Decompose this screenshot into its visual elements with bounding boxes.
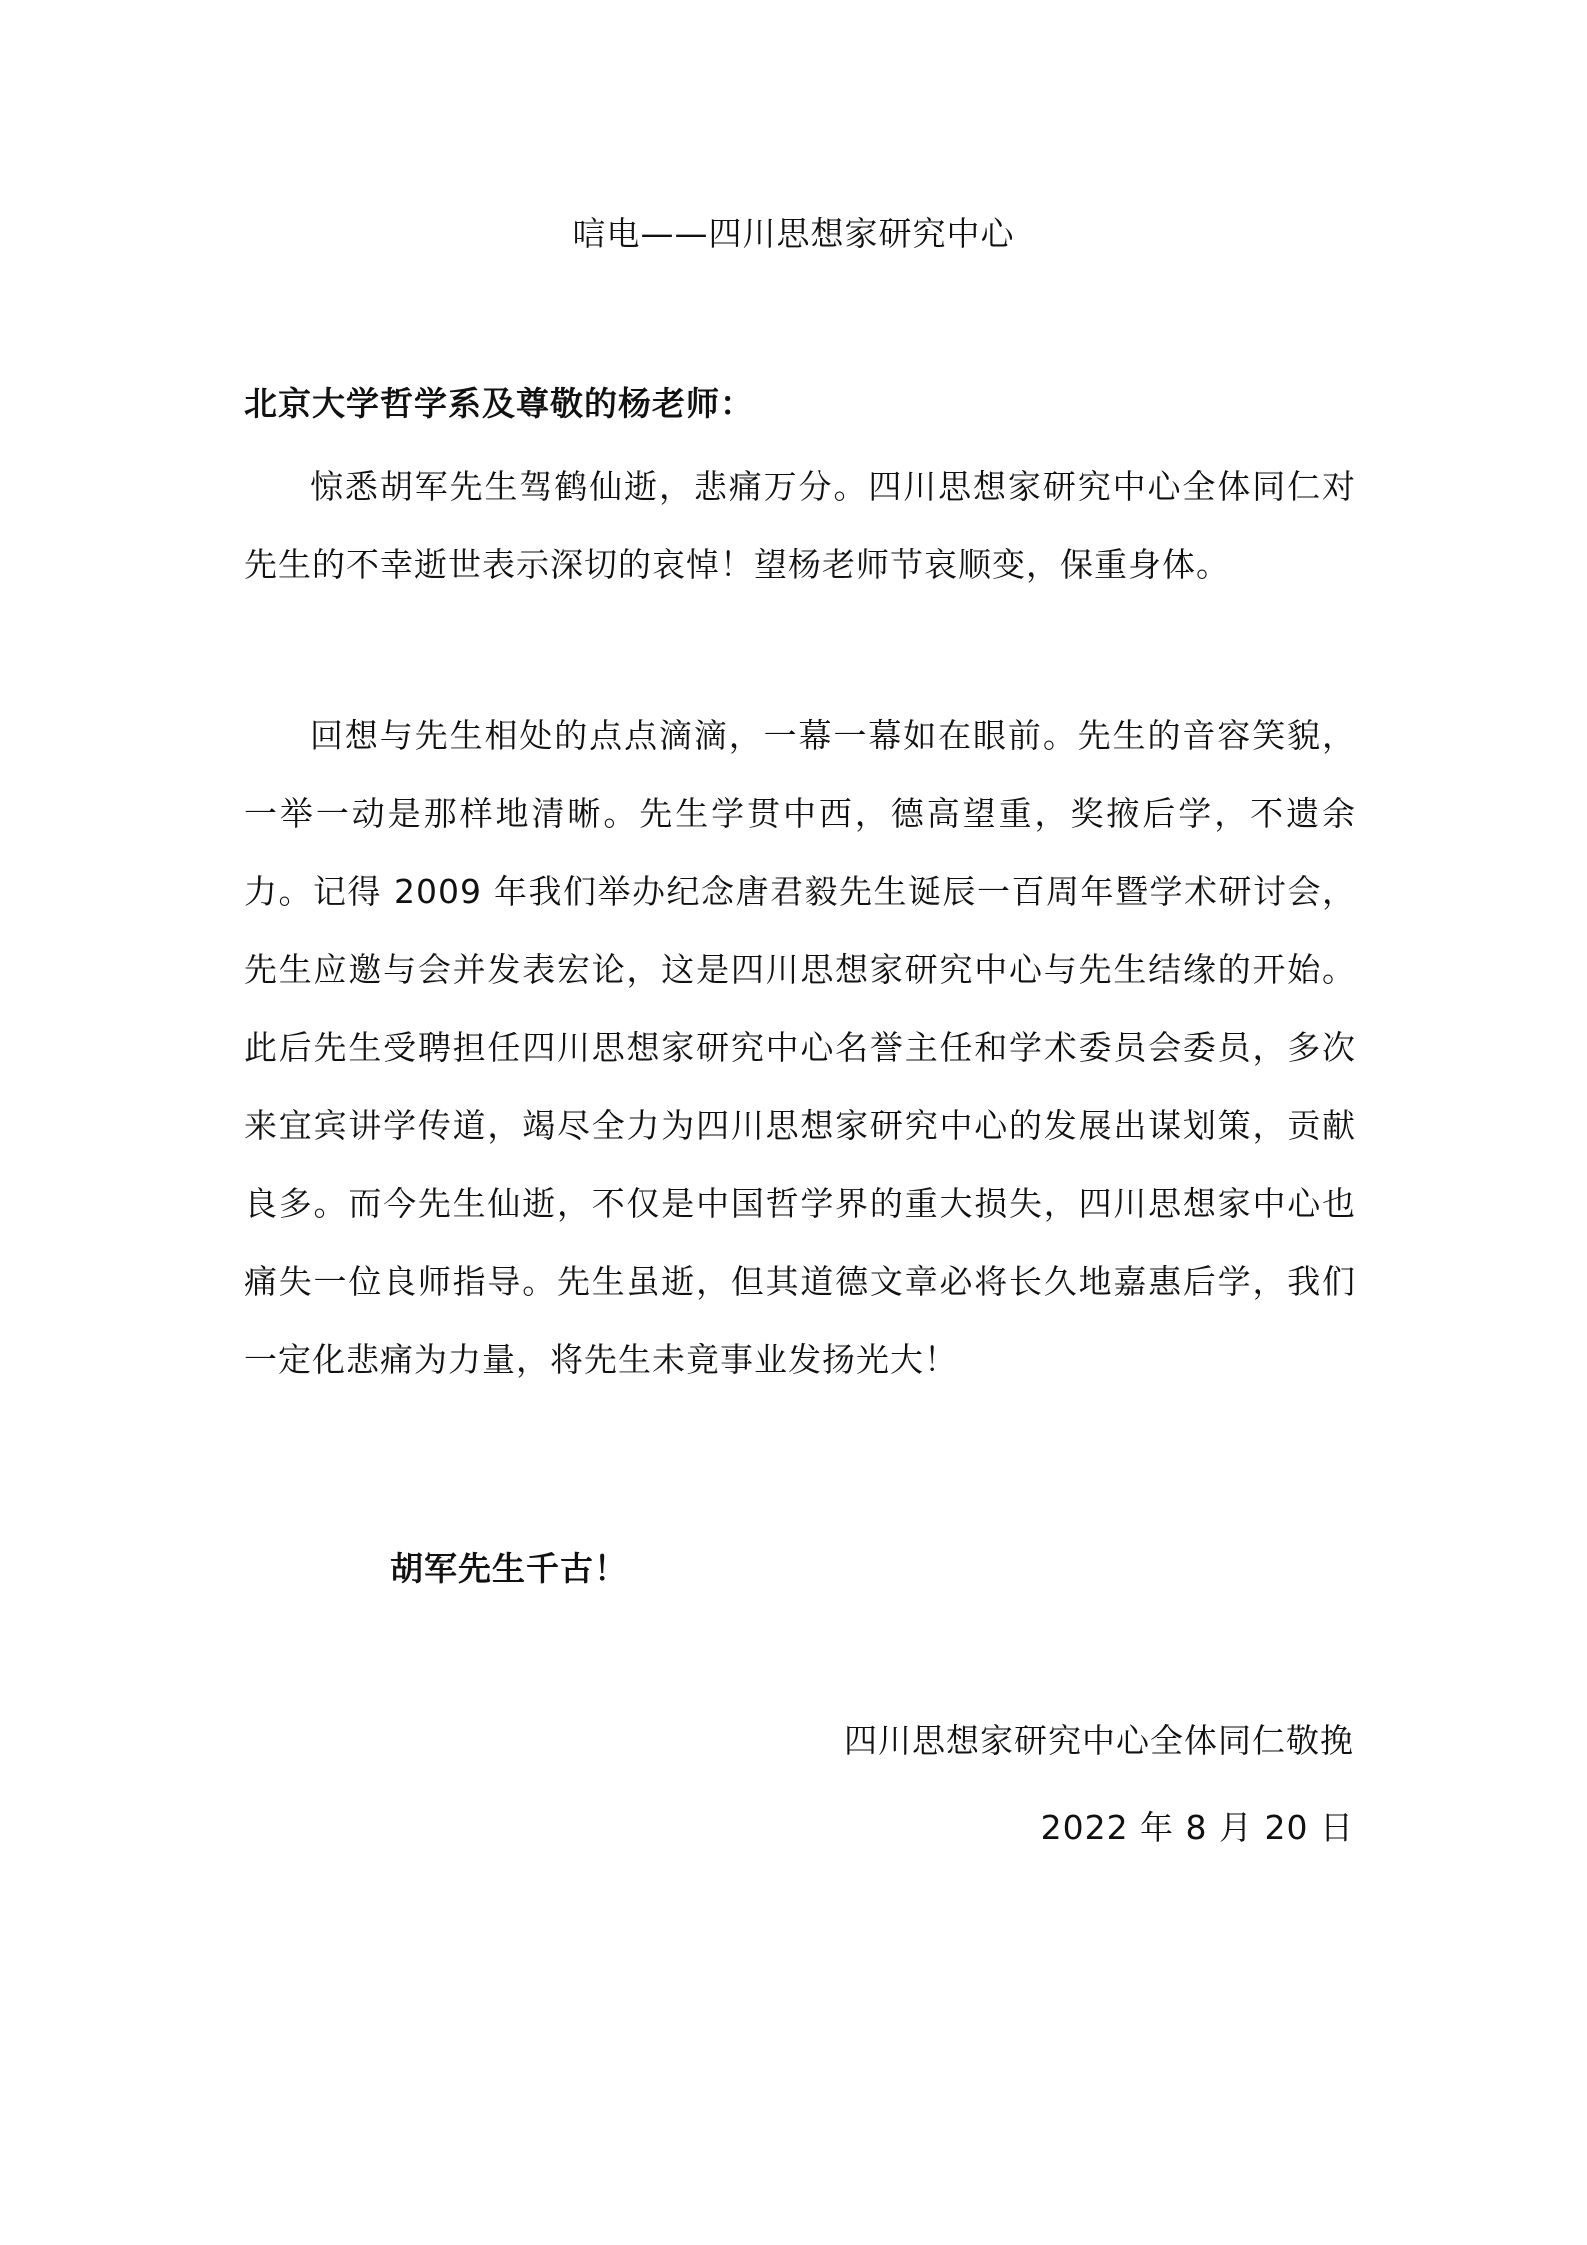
salutation: 北京大学哲学系及尊敬的杨老师： xyxy=(244,384,754,423)
body-paragraph-2: 回想与先生相处的点点滴滴，一幕一幕如在眼前。先生的音容笑貌，一举一动是那样地清晰。先生学贯中西，德高望重，奖掖后学，不遗余力。记得 2009 年我们举办纪念唐君毅先生诞辰一百周年暨学术研讨会，先生应邀与会并发表宏论，这是四川思想家研究中心与先生结缘的开始。此后先生受聘担任四川思想家研究中心名誉主任和学术委员会委员，多次来宜宾讲学传道，竭尽全力为四川思想家研究中心的发展出谋划策，贡献良多。而今先生仙逝，不仅是中国哲学界的重大损失，四川思想家中心也痛失一位良师指导。先生虽逝，但其道德文章必将长久地嘉惠后学，我们一定化悲痛为力量，将先生未竟事业发扬光大！ xyxy=(244,716,1356,1379)
document-title: 唁电——四川思想家研究中心 xyxy=(572,214,1015,253)
date-line: 2022 年 8 月 20 日 xyxy=(1040,1808,1354,1847)
closing-line: 胡军先生千古！ xyxy=(390,1549,628,1588)
signature: 四川思想家研究中心全体同仁敬挽 xyxy=(844,1721,1354,1760)
body-paragraph-1: 惊悉胡军先生驾鹤仙逝，悲痛万分。四川思想家研究中心全体同仁对先生的不幸逝世表示深切的哀悼！望杨老师节哀顺变，保重身体。 xyxy=(244,467,1356,584)
